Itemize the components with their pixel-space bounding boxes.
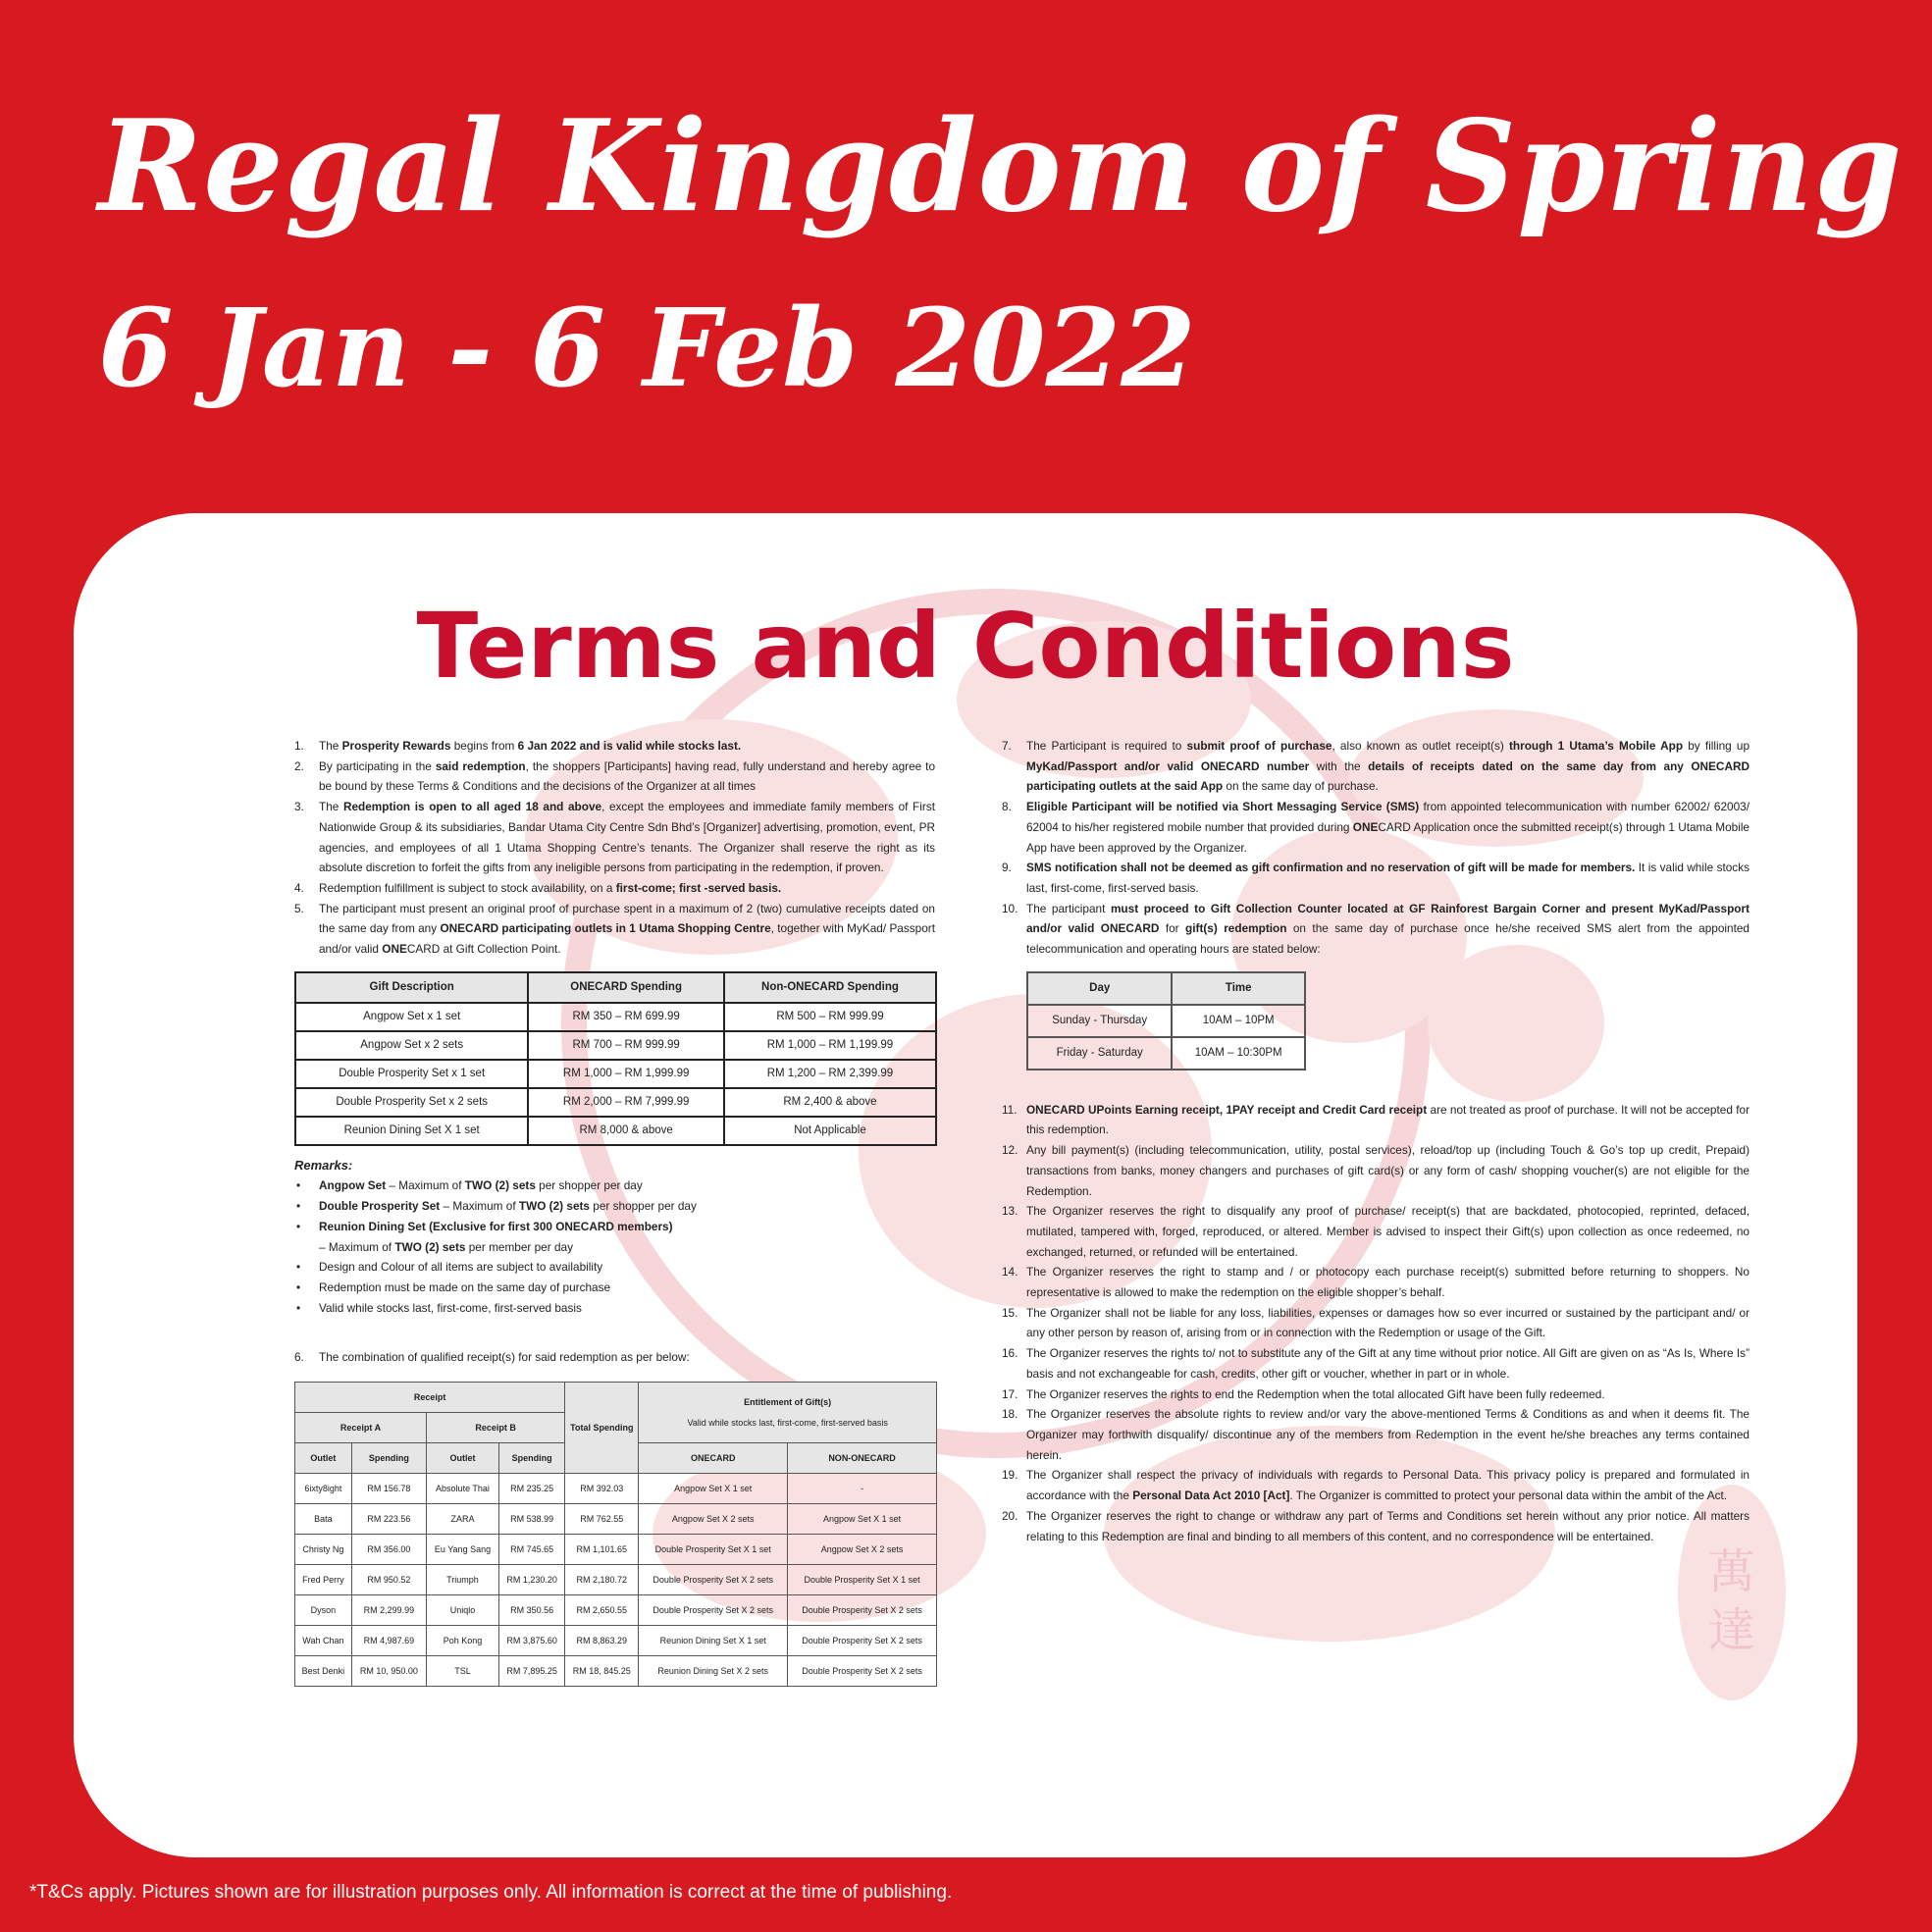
table-cell: RM 18, 845.25 [565, 1656, 639, 1687]
table-cell: - [788, 1474, 937, 1504]
table-cell: RM 7,895.25 [499, 1656, 565, 1687]
table-cell: RM 2,180.72 [565, 1565, 639, 1595]
table-row [295, 1031, 936, 1060]
remark-item: – Maximum of TWO (2) sets per member per day [319, 1239, 573, 1254]
table-cell: Double Prosperity Set X 2 sets [788, 1595, 937, 1626]
remark-item: • Reunion Dining Set (Exclusive for first 300 ONECARD members) [294, 1217, 935, 1237]
term-number: 17. [1002, 1386, 1018, 1401]
table-cell: Not Applicable [724, 1117, 936, 1145]
term-text: The Organizer reserves the rights to end the Redemption when the total allocated Gift have been fully redeemed. [1026, 1386, 1605, 1401]
term-item [1002, 797, 1749, 858]
term-text: SMS notification shall not be deemed as gift confirmation and no reservation of gift will be made for members. It is valid while stocks last, first-come, first-served basis. [1026, 861, 1749, 895]
term-number: 15. [1002, 1305, 1018, 1320]
table-cell: Angpow Set x 2 sets [295, 1031, 528, 1060]
receipt-combination-table [294, 1382, 937, 1687]
table-cell: Angpow Set X 1 set [639, 1474, 788, 1504]
table-cell: Double Prosperity Set X 2 sets [788, 1626, 937, 1656]
table-cell: RM 392.03 [565, 1474, 639, 1504]
table-cell: Reunion Dining Set X 2 sets [639, 1656, 788, 1687]
table-row [295, 1626, 937, 1656]
term-item [1002, 1465, 1749, 1505]
term-item [1002, 1100, 1749, 1140]
table-cell: Double Prosperity Set X 2 sets [788, 1656, 937, 1687]
table-row [295, 1595, 937, 1626]
table-cell: RM 700 – RM 999.99 [528, 1031, 724, 1060]
remark-item: • Valid while stocks last, first-come, first-served basis [294, 1298, 935, 1319]
term-number: 13. [1002, 1204, 1018, 1219]
table-cell: Double Prosperity Set X 1 set [788, 1565, 937, 1595]
table-cell: Angpow Set X 1 set [788, 1504, 937, 1535]
column-header: Gift Description [295, 972, 528, 1003]
term-item [294, 757, 935, 797]
remarks-list [294, 1175, 935, 1318]
terms-list-right-a [1002, 736, 1749, 960]
table-cell: RM 745.65 [499, 1535, 565, 1565]
table-cell: RM 235.25 [499, 1474, 565, 1504]
table-cell: Sunday - Thursday [1027, 1005, 1172, 1037]
term-number: 5. [294, 901, 304, 915]
seal-char-1: 萬 [1707, 1544, 1756, 1599]
table-cell: Triumph [426, 1565, 498, 1595]
table-row [295, 1117, 936, 1145]
table-cell: RM 4,987.69 [351, 1626, 426, 1656]
table-cell: RM 538.99 [499, 1504, 565, 1535]
table-cell: Reunion Dining Set X 1 set [295, 1117, 528, 1145]
table-cell: Best Denki [295, 1656, 352, 1687]
term-number: 1. [294, 739, 304, 753]
receipt-header: Receipt [295, 1383, 565, 1413]
remark-item: • Redemption must be made on the same day of purchase [294, 1278, 935, 1298]
remark-item: • Double Prosperity Set – Maximum of TWO (2) sets per shopper per day [294, 1196, 935, 1217]
term-number: 19. [1002, 1468, 1018, 1483]
table-cell: RM 762.55 [565, 1504, 639, 1535]
receipt-a-header: Receipt A [295, 1413, 427, 1443]
table-row [1027, 1005, 1305, 1037]
table-cell: RM 10, 950.00 [351, 1656, 426, 1687]
table-cell: Bata [295, 1504, 352, 1535]
term-text: The Organizer reserves the right to disqualify any proof of purchase/ receipt(s) that are backdated, photocopied, reprinted, defaced, mutilated, tampered with, forged, reproduced, or altered. Member is advised to inspect their Gift(s) upon collection as once redeemed, no exchanged, returned, or refunded will be entertained. [1026, 1204, 1749, 1259]
term-text: The Organizer shall not be liable for any loss, liabilities, expenses or damages how so ever incurred or sustained by the participant and/ or any other person by reason of, arising from or in connection with the Redemption or usage of the Gift. [1026, 1305, 1749, 1340]
entitlement-header: Entitlement of Gift(s) Valid while stocks last, first-come, first-served basis [639, 1383, 937, 1443]
term-number: 4. [294, 880, 304, 895]
table-row [295, 1474, 937, 1504]
remarks [294, 1156, 935, 1319]
gift-spending-table [294, 971, 937, 1146]
table-cell: Absolute Thai [426, 1474, 498, 1504]
table-cell: RM 500 – RM 999.99 [724, 1003, 936, 1031]
table-cell: RM 3,875.60 [499, 1626, 565, 1656]
table-row [295, 1565, 937, 1595]
term-number: 3. [294, 800, 304, 814]
term-number: 11. [1002, 1102, 1018, 1117]
term-number: 18. [1002, 1407, 1018, 1422]
outlet-a-header: Outlet [295, 1443, 352, 1474]
term-number: 2. [294, 758, 304, 773]
table-cell: Christy Ng [295, 1535, 352, 1565]
term-item [294, 797, 935, 878]
table-cell: RM 1,000 – RM 1,199.99 [724, 1031, 936, 1060]
table-cell: Eu Yang Sang [426, 1535, 498, 1565]
term-item [1002, 1303, 1749, 1343]
table-row [295, 1003, 936, 1031]
column-header: Time [1172, 972, 1305, 1005]
remark-item: • Design and Colour of all items are subject to availability [294, 1257, 935, 1278]
term-number: 14. [1002, 1265, 1018, 1279]
term-item: 6. The combination of qualified receipt(s) for said redemption as per below: [294, 1350, 690, 1365]
term-item [1002, 858, 1749, 898]
table-cell: Wah Chan [295, 1626, 352, 1656]
table-cell: RM 2,650.55 [565, 1595, 639, 1626]
table-row [295, 1504, 937, 1535]
table-cell: RM 950.52 [351, 1565, 426, 1595]
term-text: The participant must proceed to Gift Collection Counter located at GF Rainforest Bargain Corner and present MyKad/Passport and/or valid ONECARD for gift(s) redemption on the same day of purchase once he/she received SMS alert from the appointed telecommunication and operating hours are stated below: [1026, 901, 1750, 957]
term-item [1002, 1262, 1749, 1302]
terms-title: Terms and Conditions [416, 594, 1515, 699]
table-cell: ZARA [426, 1504, 498, 1535]
term-item [1002, 899, 1749, 960]
table-cell: Dyson [295, 1595, 352, 1626]
table-cell: Friday - Saturday [1027, 1037, 1172, 1070]
table-row [295, 1088, 936, 1117]
total-spending-header: Total Spending [565, 1383, 639, 1474]
table-row [295, 1656, 937, 1687]
table-cell: Angpow Set X 2 sets [639, 1504, 788, 1535]
table-cell: Angpow Set X 2 sets [788, 1535, 937, 1565]
term-item [1002, 1140, 1749, 1201]
onecard-header: ONECARD [639, 1443, 788, 1474]
term-item [1002, 736, 1749, 797]
terms-list-left [294, 736, 935, 960]
term-number: 8. [1002, 800, 1012, 814]
term-text: The Organizer reserves the rights to/ not to substitute any of the Gift at any time without prior notice. All Gift are given on as “As Is, Where Is” basis and not exchangeable for cash, credits, other gift or voucher, whether in part or in whole. [1026, 1346, 1749, 1381]
term-number: 20. [1002, 1508, 1018, 1523]
table-cell: Fred Perry [295, 1565, 352, 1595]
receipt-b-header: Receipt B [426, 1413, 564, 1443]
term-number: 16. [1002, 1346, 1018, 1361]
table-cell: RM 350 – RM 699.99 [528, 1003, 724, 1031]
table-cell: RM 223.56 [351, 1504, 426, 1535]
term-text: The Organizer shall respect the privacy of individuals with regards to Personal Data. This privacy policy is prepared and formulated in accordance with the Personal Data Act 2010 [Act]. The Organizer is committed to protect your personal data within the ambit of the Act. [1026, 1468, 1749, 1503]
table-cell: TSL [426, 1656, 498, 1687]
operating-hours-table [1026, 971, 1306, 1070]
non-onecard-header: NON-ONECARD [788, 1443, 937, 1474]
table-cell: RM 8,000 & above [528, 1117, 724, 1145]
table-cell: RM 1,200 – RM 2,399.99 [724, 1060, 936, 1088]
term-text: The participant must present an original proof of purchase spent in a maximum of 2 (two) cumulative receipts dated on the same day from any ONECARD participating outlets in 1 Utama Shopping Centre, together with MyKad/ Passport and/or valid ONECARD at Gift Collection Point. [319, 901, 935, 957]
table-cell: Double Prosperity Set X 1 set [639, 1535, 788, 1565]
table-row [1027, 1037, 1305, 1070]
table-cell: RM 356.00 [351, 1535, 426, 1565]
table-cell: RM 1,101.65 [565, 1535, 639, 1565]
table-cell: RM 8,863.29 [565, 1626, 639, 1656]
table-row [295, 1535, 937, 1565]
table-cell: 10AM – 10:30PM [1172, 1037, 1305, 1070]
term-item [294, 899, 935, 960]
term-item [1002, 1506, 1749, 1546]
term-text: ONECARD UPoints Earning receipt, 1PAY receipt and Credit Card receipt are not treated as proof of purchase. It will not be accepted for this redemption. [1026, 1102, 1749, 1137]
table-cell: RM 350.56 [499, 1595, 565, 1626]
remarks-heading: Remarks: [294, 1157, 353, 1173]
term-number: 12. [1002, 1143, 1018, 1158]
seal-char-2: 達 [1707, 1603, 1756, 1658]
column-header: Day [1027, 972, 1172, 1005]
table-cell: Angpow Set x 1 set [295, 1003, 528, 1031]
term-number: 10. [1002, 901, 1018, 915]
term-text: Eligible Participant will be notified via Short Messaging Service (SMS) from appointed telecommunication with number 62002/ 62003/ 62004 to his/her registered mobile number that provided during ONECARD Application once the submitted receipt(s) through 1 Utama Mobile App have been approved by the Organizer. [1026, 800, 1749, 855]
column-header: ONECARD Spending [528, 972, 724, 1003]
table-cell: Uniqlo [426, 1595, 498, 1626]
terms-list-right-b [1002, 1100, 1749, 1546]
table-cell: Double Prosperity Set x 1 set [295, 1060, 528, 1088]
term-text: The Redemption is open to all aged 18 and above, except the employees and immediate family members of First Nationwide Group & its subsidiaries, Bandar Utama City Centre Sdn Bhd’s [Organizer] advertising, promotion, event, PR agencies, and employees of all 1 Utama Shopping Centre’s tenants. The Organizer shall reserve the right as its absolute discretion to forfeit the gifts from any ineligible persons from participating in the redemption, if proven. [319, 800, 935, 875]
term-text: Redemption fulfillment is subject to stock availability, on a first-come; first -served basis. [319, 880, 782, 895]
term-text: The Prosperity Rewards begins from 6 Jan 2022 and is valid while stocks last. [319, 739, 742, 753]
remark-item: • Angpow Set – Maximum of TWO (2) sets per shopper per day [294, 1175, 935, 1196]
campaign-title: Regal Kingdom of Spring [98, 93, 1904, 240]
spending-a-header: Spending [351, 1443, 426, 1474]
table-cell: RM 1,230.20 [499, 1565, 565, 1595]
footer-disclaimer: *T&Cs apply. Pictures shown are for illustration purposes only. All information is correct at the time of publishing. [29, 1882, 953, 1903]
term-number: 7. [1002, 739, 1012, 753]
table-cell: Double Prosperity Set X 2 sets [639, 1595, 788, 1626]
table-cell: RM 2,400 & above [724, 1088, 936, 1117]
table-row [295, 1060, 936, 1088]
terms-panel [74, 513, 1857, 1857]
table-cell: 6ixty8ight [295, 1474, 352, 1504]
spending-b-header: Spending [499, 1443, 565, 1474]
term-text: Any bill payment(s) (including telecommunication, utility, postal services), reload/top up (including Touch & Go’s top up credit, Prepaid) transactions from banks, money changers and purchases of gift card(s) or any form of cash/ shopping voucher(s) are not eligible for the Redemption. [1026, 1143, 1749, 1198]
table-cell: RM 1,000 – RM 1,999.99 [528, 1060, 724, 1088]
right-column [1002, 736, 1749, 1546]
term-text: By participating in the said redemption, the shoppers [Participants] having read, fully understand and hereby agree to be bound by these Terms & Conditions and the decisions of the Organizer at all times [319, 758, 936, 794]
table-cell: 10AM – 10PM [1172, 1005, 1305, 1037]
term-text: The Organizer reserves the right to stamp and / or photocopy each purchase receipt(s) submitted before returning to shoppers. No representative is allowed to make the redemption on the eligible shopper’s behalf. [1026, 1265, 1749, 1300]
table-cell: RM 2,299.99 [351, 1595, 426, 1626]
term-number: 9. [1002, 861, 1012, 875]
terms-list-6 [294, 1347, 935, 1368]
table-cell: Poh Kong [426, 1626, 498, 1656]
term-item [294, 878, 935, 899]
campaign-dates: 6 Jan - 6 Feb 2022 [98, 285, 1196, 411]
term-item [1002, 1343, 1749, 1384]
table-cell: Double Prosperity Set X 2 sets [639, 1565, 788, 1595]
term-item [1002, 1201, 1749, 1262]
term-text: The Organizer reserves the right to change or withdraw any part of Terms and Conditions set herein without any prior notice. All matters relating to this Redemption are final and binding to all members of this content, and no correspondence will be entertained. [1026, 1508, 1749, 1543]
table-cell: Double Prosperity Set x 2 sets [295, 1088, 528, 1117]
term-text: The Organizer reserves the absolute rights to review and/or vary the above-mentioned Terms & Conditions as and when it deems fit. The Organizer may forthwith disqualify/ discontinue any of the members from Redemption in the event he/she breaches any terms contained herein. [1026, 1407, 1749, 1462]
table-cell: Reunion Dining Set X 1 set [639, 1626, 788, 1656]
column-header: Non-ONECARD Spending [724, 972, 936, 1003]
outlet-b-header: Outlet [426, 1443, 498, 1474]
table-cell: RM 156.78 [351, 1474, 426, 1504]
term-item [294, 736, 935, 757]
term-item [1002, 1384, 1749, 1405]
term-text: The Participant is required to submit proof of purchase, also known as outlet receipt(s) through 1 Utama’s Mobile App by filling up MyKad/Passport and/or valid ONECARD number with the details of receipts dated on the same day from any ONECARD participating outlets at the said App on the same day of purchase. [1026, 739, 1750, 794]
table-cell: RM 2,000 – RM 7,999.99 [528, 1088, 724, 1117]
term-item [1002, 1404, 1749, 1465]
left-column [294, 736, 935, 1687]
